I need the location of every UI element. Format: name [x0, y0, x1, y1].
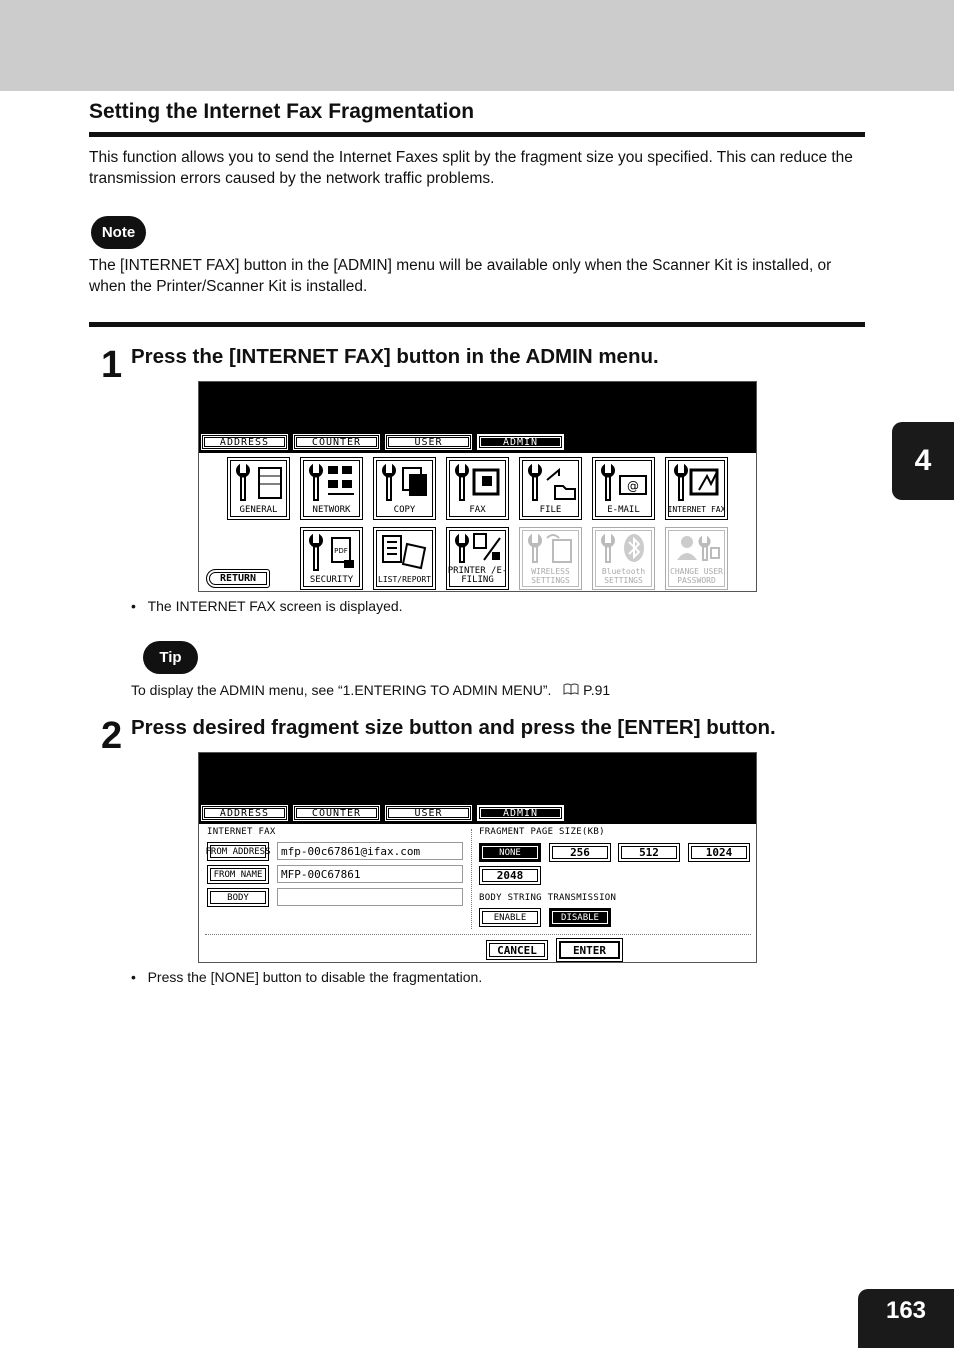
tab-address[interactable]: ADDRESS: [201, 805, 288, 821]
tip-page-ref[interactable]: P.91: [583, 682, 611, 698]
fragment-2048-button[interactable]: 2048: [479, 866, 541, 885]
general-label: GENERAL: [239, 505, 278, 515]
list-report-button[interactable]: [373, 527, 436, 590]
tab-counter[interactable]: COUNTER: [293, 434, 380, 450]
internet-fax-icon: [671, 462, 723, 502]
svg-text:@: @: [627, 479, 639, 493]
tab-admin[interactable]: ADMIN: [477, 434, 564, 450]
step1-bullet-text: The INTERNET FAX screen is displayed.: [147, 598, 403, 614]
internet-fax-label: INTERNET FAX: [667, 505, 726, 514]
tip-text: To display the ADMIN menu, see “1.ENTERING TO ADMIN MENU”.: [131, 682, 552, 698]
wireless-label: WIRELESS SETTINGS: [531, 567, 570, 585]
network-icon: [306, 462, 358, 502]
page-number: 163: [858, 1289, 954, 1348]
return-button[interactable]: RETURN: [206, 569, 270, 588]
ifax-heading: INTERNET FAX: [207, 827, 276, 837]
enter-button[interactable]: ENTER: [556, 938, 623, 962]
email-button[interactable]: [592, 457, 655, 520]
security-icon: [306, 532, 358, 572]
fragment-heading: FRAGMENT PAGE SIZE(KB): [479, 827, 605, 837]
column-divider: [471, 829, 472, 929]
network-button[interactable]: [300, 457, 363, 520]
email-icon: [598, 462, 650, 502]
fax-label: FAX: [469, 505, 486, 515]
chapter-tab: 4: [892, 422, 954, 500]
change-password-icon: [671, 532, 723, 564]
body-string-heading: BODY STRING TRANSMISSION: [479, 893, 617, 903]
cancel-button[interactable]: CANCEL: [486, 940, 548, 960]
tab-admin[interactable]: ADMIN: [477, 805, 564, 821]
wireless-settings-button[interactable]: [519, 527, 582, 590]
step2-bullet-text: Press the [NONE] button to disable the fragmentation.: [147, 969, 483, 985]
note-text: The [INTERNET FAX] button in the [ADMIN] menu will be available only when the Scanner Kit is installed, or when the Printer/Scanner Kit is installed.: [89, 257, 832, 295]
body-string-disable-button[interactable]: DISABLE: [549, 908, 611, 927]
copy-icon: [379, 462, 431, 502]
from-address-button[interactable]: FROM ADDRESS: [207, 842, 269, 861]
bluetooth-settings-button[interactable]: [592, 527, 655, 590]
from-name-button[interactable]: FROM NAME: [207, 865, 269, 884]
wireless-icon: [525, 532, 577, 564]
fax-icon: [452, 462, 504, 502]
tab-address[interactable]: ADDRESS: [201, 434, 288, 450]
bluetooth-icon: [598, 532, 650, 564]
body-button[interactable]: BODY: [207, 888, 269, 907]
screen-tabs: [201, 434, 564, 450]
fragment-none-button[interactable]: NONE: [479, 843, 541, 862]
book-icon: [563, 682, 579, 698]
change-user-password-button[interactable]: [665, 527, 728, 590]
internet-fax-screen: [198, 752, 757, 963]
fragment-512-button[interactable]: 512: [618, 843, 680, 862]
email-label: E-MAIL: [607, 505, 640, 515]
intro-text: This function allows you to send the Internet Faxes split by the fragment size you specified. This can reduce the transmission errors caused by the network traffic problems.: [89, 149, 853, 187]
fax-button[interactable]: [446, 457, 509, 520]
bottom-divider: [205, 934, 751, 935]
note-badge: Note: [91, 216, 146, 249]
list-report-icon: [379, 532, 431, 572]
security-button[interactable]: [300, 527, 363, 590]
fragment-1024-button[interactable]: 1024: [688, 843, 750, 862]
step2-number: 2: [101, 715, 123, 757]
from-name-field[interactable]: MFP-00C67861: [277, 865, 463, 883]
bluetooth-label: Bluetooth SETTINGS: [601, 567, 646, 585]
change-password-label: CHANGE USER PASSWORD: [670, 567, 723, 585]
tab-user[interactable]: USER: [385, 434, 472, 450]
step1-title: Press the [INTERNET FAX] button in the ADMIN menu.: [131, 345, 659, 368]
section-title: Setting the Internet Fax Fragmentation: [89, 100, 475, 123]
general-button[interactable]: [227, 457, 290, 520]
file-button[interactable]: [519, 457, 582, 520]
body-string-enable-button[interactable]: ENABLE: [479, 908, 541, 927]
file-icon: [525, 462, 577, 502]
list-report-label: LIST/REPORT: [378, 575, 431, 584]
printer-efiling-label: PRINTER /E-FILING: [447, 566, 508, 585]
tab-user[interactable]: USER: [385, 805, 472, 821]
fragment-256-button[interactable]: 256: [549, 843, 611, 862]
header-band: [0, 0, 954, 91]
tip-badge: Tip: [143, 641, 198, 674]
step1-bullet: • The INTERNET FAX screen is displayed.: [131, 598, 403, 614]
from-address-field[interactable]: mfp-00c67861@ifax.com: [277, 842, 463, 860]
printer-efiling-button[interactable]: [446, 527, 509, 590]
network-label: NETWORK: [312, 505, 351, 515]
file-label: FILE: [539, 505, 562, 515]
step1-number: 1: [101, 344, 123, 386]
copy-label: COPY: [393, 505, 416, 515]
step-rule: [89, 322, 865, 327]
tab-counter[interactable]: COUNTER: [293, 805, 380, 821]
copy-button[interactable]: [373, 457, 436, 520]
title-rule: [89, 132, 865, 137]
step2-title: Press desired fragment size button and press the [ENTER] button.: [131, 716, 776, 739]
general-icon: [233, 462, 285, 502]
screen-tabs: [201, 805, 564, 821]
security-label: SECURITY: [309, 575, 354, 585]
printer-efiling-icon: [452, 532, 504, 564]
tip-line: [131, 682, 610, 698]
svg-text:PDF: PDF: [334, 547, 348, 555]
step2-bullet: • Press the [NONE] button to disable the fragmentation.: [131, 969, 483, 985]
internet-fax-button[interactable]: [665, 457, 728, 520]
admin-menu-screen: [198, 381, 757, 592]
body-field[interactable]: [277, 888, 463, 906]
